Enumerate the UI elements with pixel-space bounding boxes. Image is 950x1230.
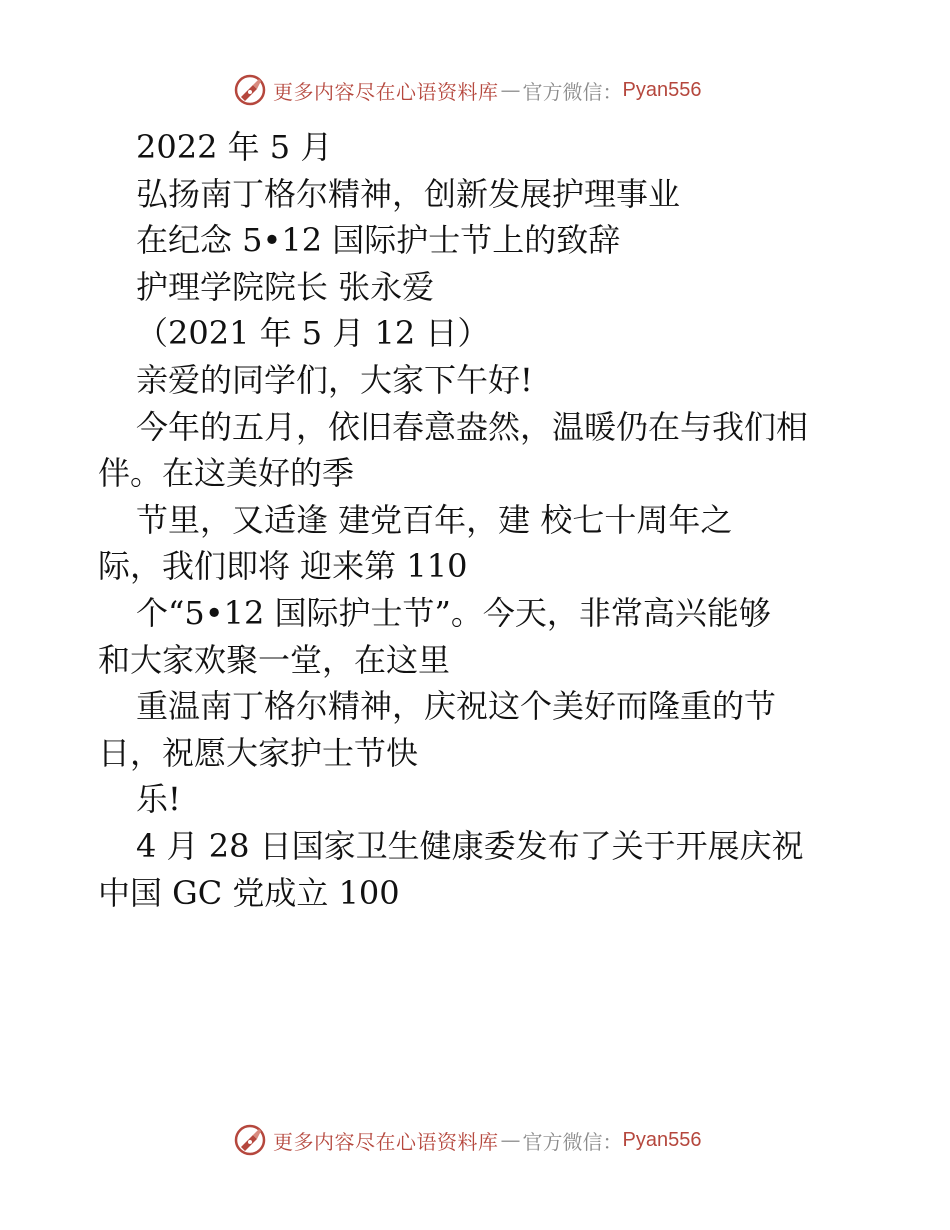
document-title: 弘扬南丁格尔精神，创新发展护理事业 <box>136 174 681 213</box>
text-line: 中国 GC 党成立 100 <box>98 873 400 912</box>
header-watermark <box>233 70 701 110</box>
text-line: 个“5•12 国际护士节”。今天，非常高兴能够 <box>136 593 771 632</box>
footer-watermark <box>233 1120 701 1160</box>
pen-nib-logo-icon <box>233 1123 267 1157</box>
watermark-dash: — <box>500 1128 521 1152</box>
document-body <box>98 124 858 916</box>
text-line: 际，我们即将 迎来第 110 <box>98 547 468 586</box>
watermark-dash: — <box>500 78 521 102</box>
text-line: 日，祝愿大家护士节快 <box>98 733 419 772</box>
greeting-line: 亲爱的同学们，大家下午好! <box>136 360 533 399</box>
watermark-official-text: 官方微信： <box>522 79 623 104</box>
watermark-main-text: 更多内容尽在心语资料库 <box>273 79 499 104</box>
text-line: 今年的五月，依旧春意盎然，温暖仍在与我们相 <box>136 407 809 446</box>
text-line: 和大家欢聚一堂，在这里 <box>98 640 451 679</box>
watermark-main-text: 更多内容尽在心语资料库 <box>273 1129 499 1154</box>
watermark-wechat-id: Pyan556 <box>622 78 702 101</box>
text-line: 节里，又适逢 建党百年，建 校七十周年之 <box>136 500 733 539</box>
text-line: 重温南丁格尔精神，庆祝这个美好而隆重的节 <box>136 687 777 726</box>
author-line: 护理学院院长 张永爱 <box>136 267 435 306</box>
text-line: 4 月 28 日国家卫生健康委发布了关于开展庆祝 <box>136 826 804 865</box>
watermark-official-text: 官方微信： <box>522 1129 623 1154</box>
pen-nib-logo-icon <box>233 73 267 107</box>
text-line: 伴。在这美好的季 <box>98 454 355 493</box>
date-line: （2021 年 5 月 12 日） <box>136 314 490 353</box>
watermark-wechat-id: Pyan556 <box>622 1128 702 1151</box>
text-line: 2022 年 5 月 <box>136 128 333 166</box>
text-line: 乐! <box>136 780 181 819</box>
document-subtitle: 在纪念 5•12 国际护士节上的致辞 <box>136 221 621 260</box>
